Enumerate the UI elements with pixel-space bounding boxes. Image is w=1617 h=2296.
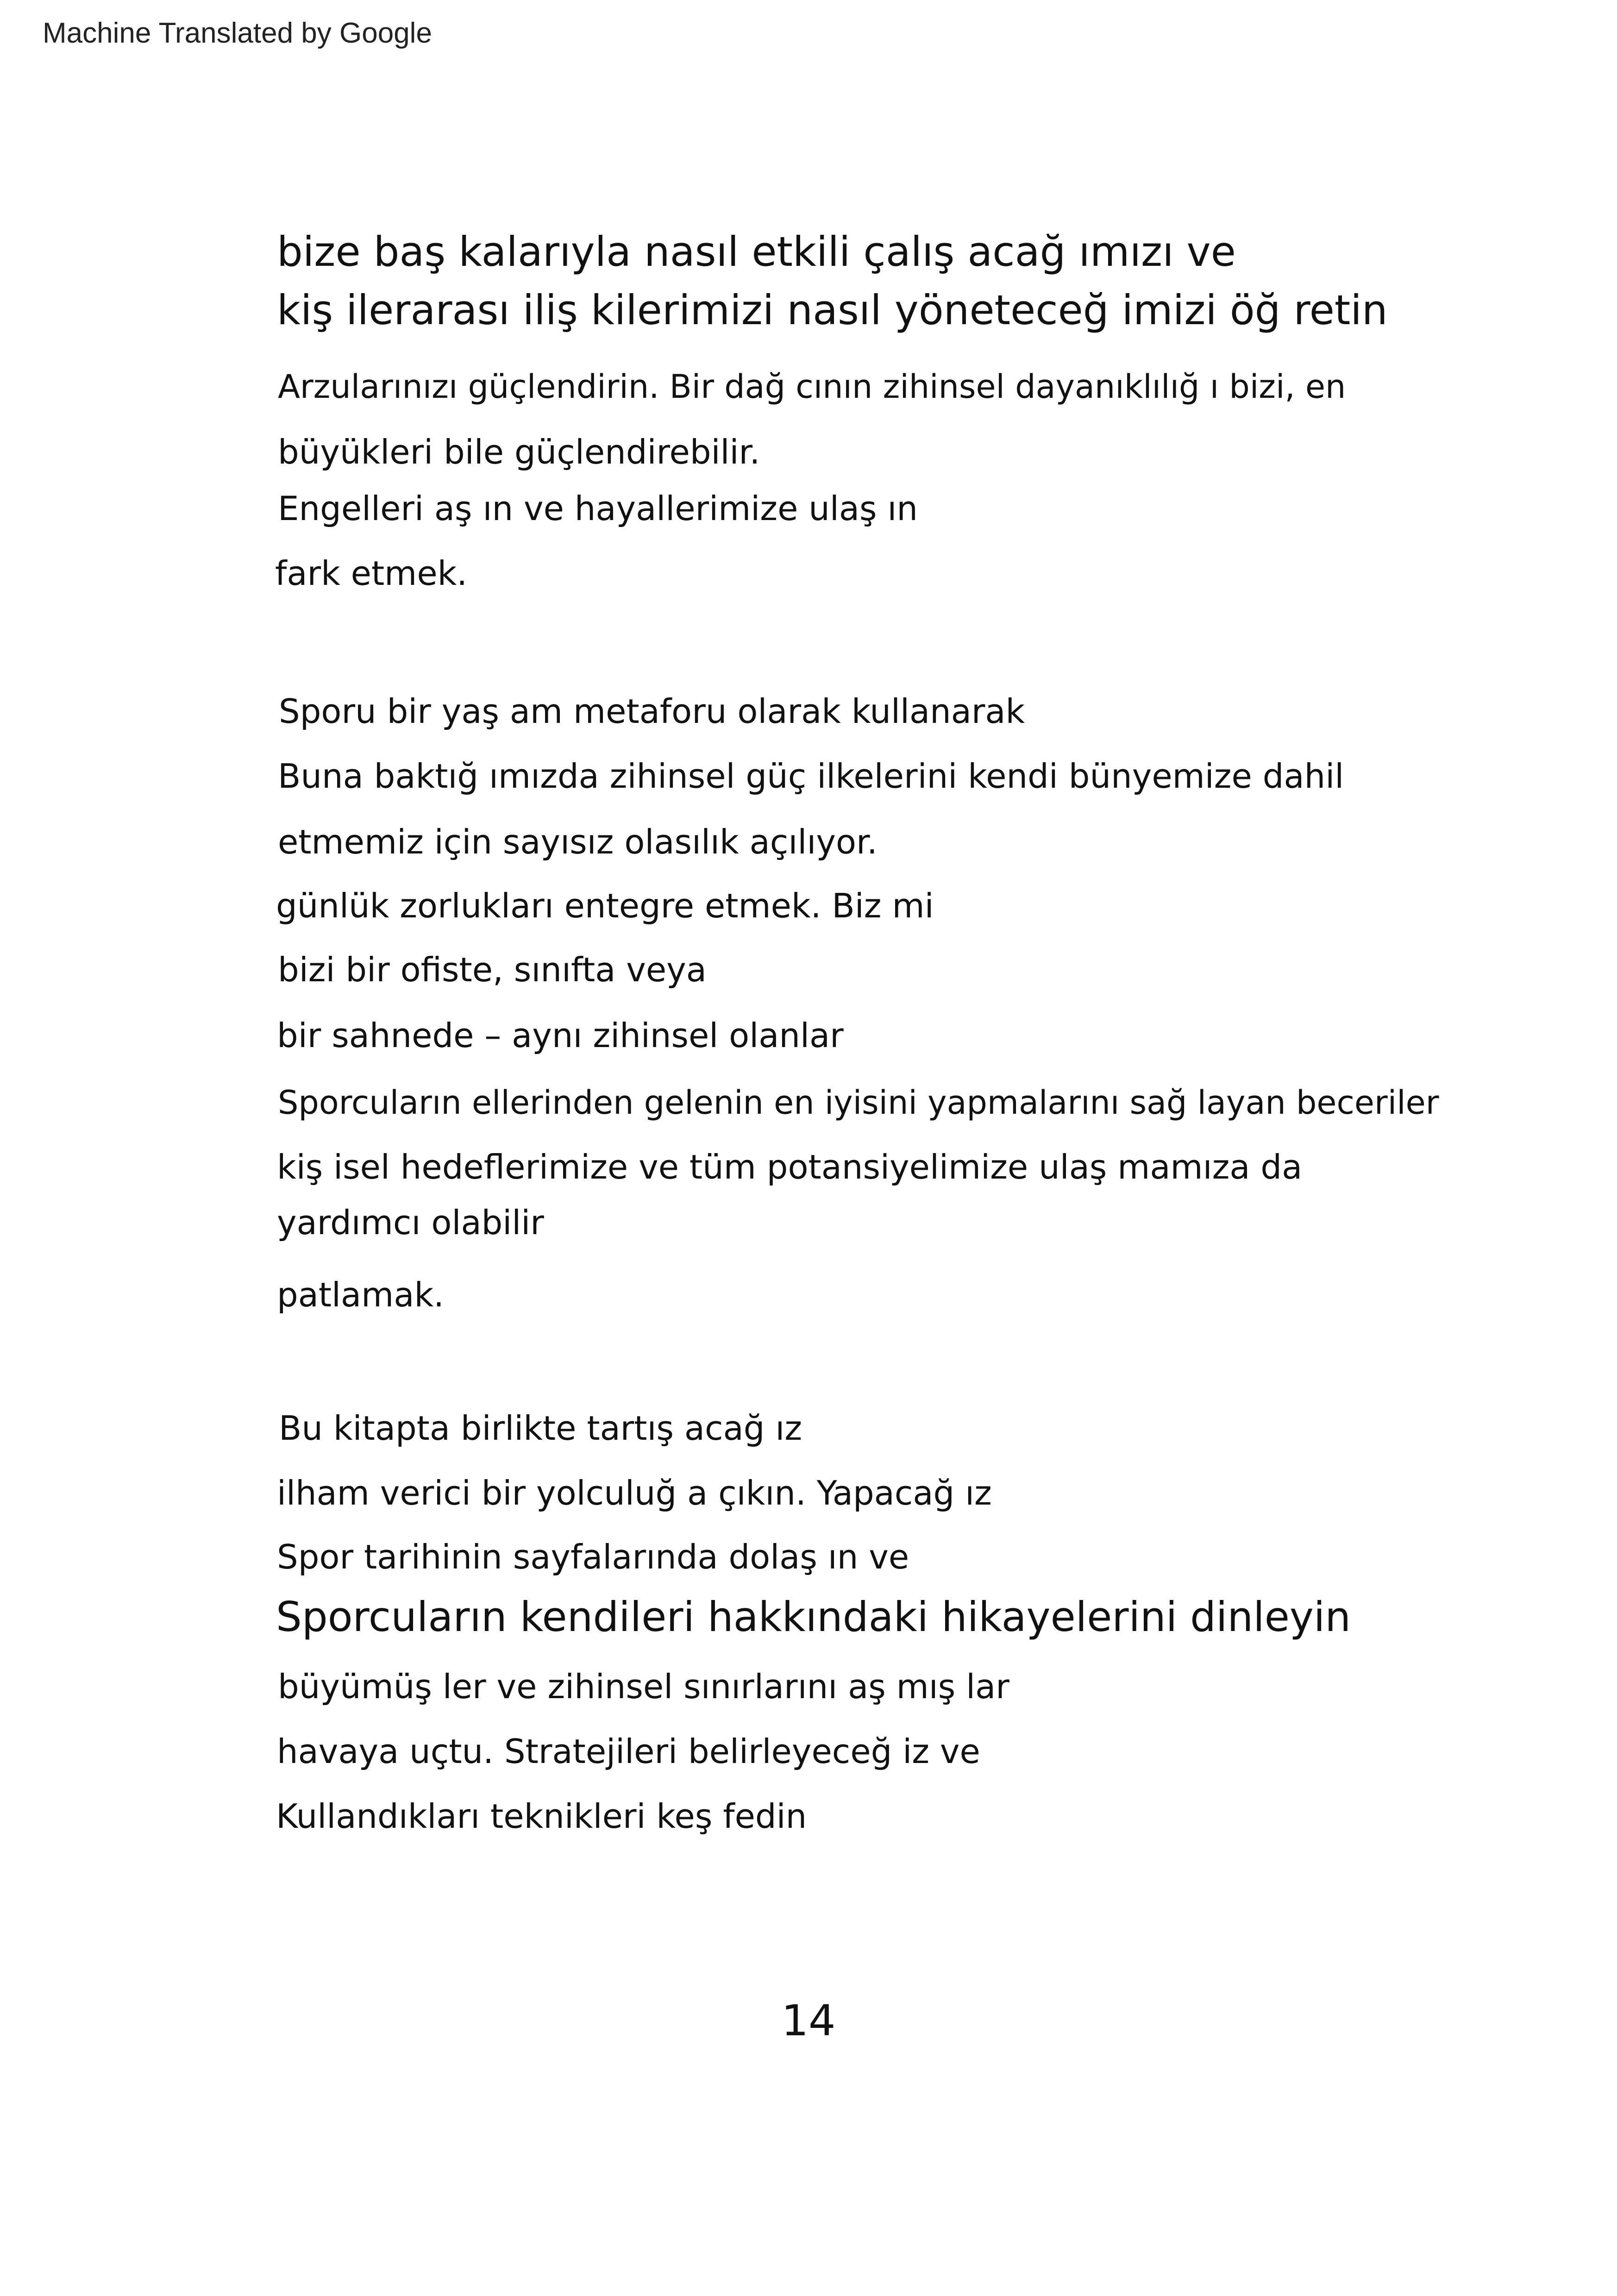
text-line: Spor tarihinin sayfalarında dolaş ın ve <box>277 1537 909 1576</box>
text-line: Sporcuların ellerinden gelenin en iyisini yapmalarını sağ layan beceriler <box>278 1084 1439 1122</box>
text-line: günlük zorlukları entegre etmek. Biz mi <box>276 886 934 925</box>
text-line: ilham verici bir yolculuğ a çıkın. Yapacağ ız <box>277 1474 992 1512</box>
text-line: havaya uçtu. Stratejileri belirleyeceğ iz ve <box>277 1732 980 1771</box>
text-line: bir sahnede – aynı zihinsel olanlar <box>277 1016 844 1055</box>
text-line: Kullandıkları teknikleri keş fedin <box>276 1797 807 1836</box>
text-line: etmemiz için sayısız olasılık açılıyor. <box>278 822 877 861</box>
text-line: Sporu bir yaş am metaforu olarak kullanarak <box>279 692 1025 731</box>
text-line: bize baş kalarıyla nasıl etkili çalış acağ ımızı ve <box>277 228 1236 276</box>
text-line: yardımcı olabilir <box>277 1203 544 1242</box>
text-line: kiş ilerarası iliş kilerimizi nasıl yöneteceğ imizi öğ retin <box>277 286 1388 334</box>
text-line: Arzularınızı güçlendirin. Bir dağ cının zihinsel dayanıklılığ ı bizi, en <box>278 368 1346 406</box>
page-number: 14 <box>781 1996 836 2045</box>
text-line: büyükleri bile güçlendirebilir. <box>278 433 760 471</box>
text-line: büyümüş ler ve zihinsel sınırlarını aş mış lar <box>278 1667 1009 1706</box>
machine-translation-watermark: Machine Translated by Google <box>43 17 432 49</box>
text-line: Bu kitapta birlikte tartış acağ ız <box>279 1409 802 1448</box>
text-line: Sporcuların kendileri hakkındaki hikayelerini dinleyin <box>276 1593 1351 1641</box>
text-line: bizi bir ofiste, sınıfta veya <box>278 950 707 989</box>
text-line: patlamak. <box>277 1275 445 1314</box>
text-line: fark etmek. <box>275 554 468 593</box>
text-line: Engelleri aş ın ve hayallerimize ulaş ın <box>278 489 918 528</box>
text-line: Buna baktığ ımızda zihinsel güç ilkelerini kendi bünyemize dahil <box>278 757 1344 796</box>
text-line: kiş isel hedeflerimize ve tüm potansiyelimize ulaş mamıza da <box>277 1148 1303 1186</box>
